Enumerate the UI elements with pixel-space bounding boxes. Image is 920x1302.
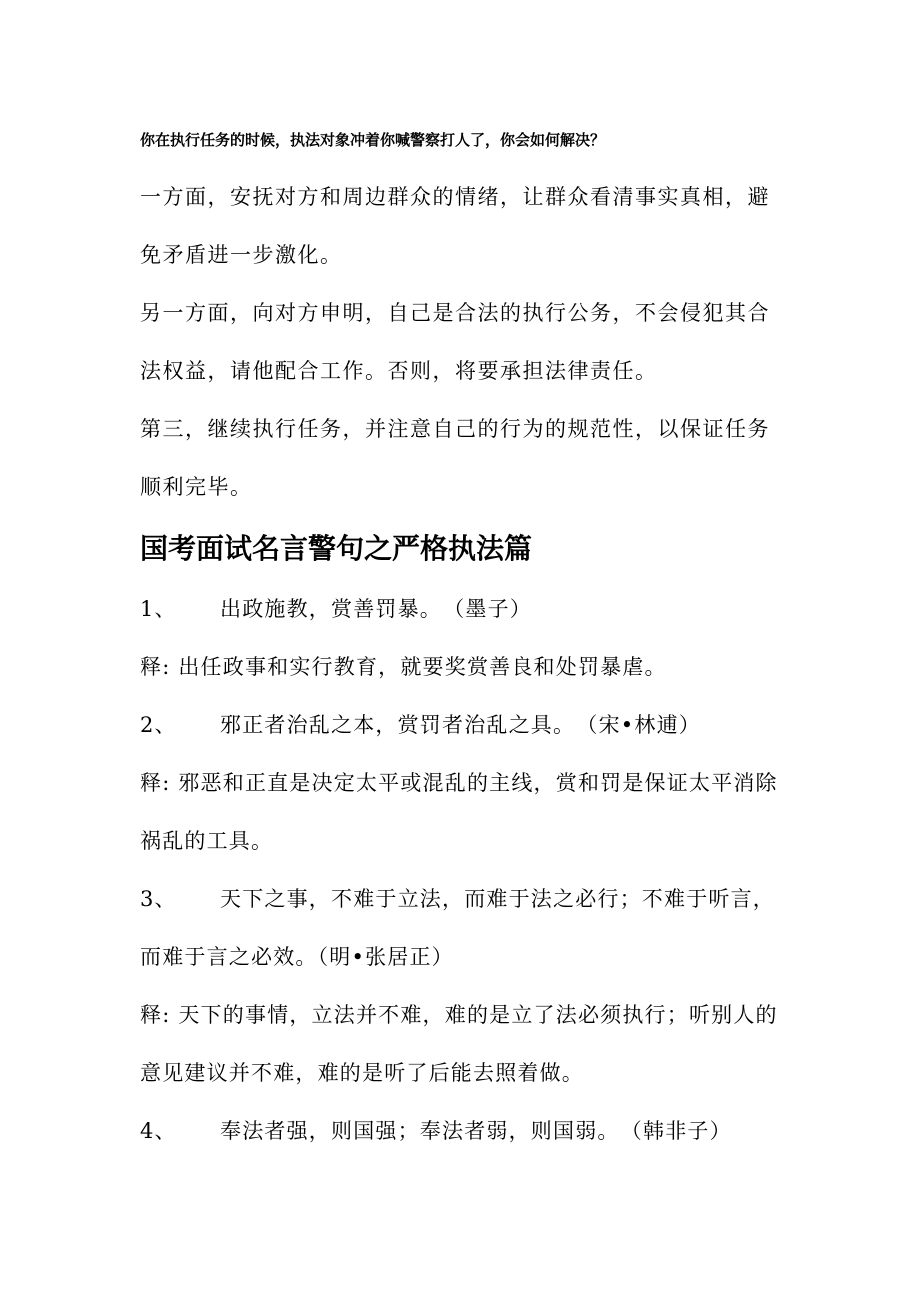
quote-number: 2、: [140, 713, 177, 737]
answer-paragraph-1: 一方面，安抚对方和周边群众的情绪，让群众看清事实真相，避免矛盾进一步激化。: [140, 185, 770, 267]
quote-number: 4、: [140, 1119, 177, 1143]
quote-text: 奉法者强，则国强；奉法者弱，则国弱。 （韩非子）: [220, 1119, 732, 1143]
quote-number: 1、: [140, 597, 177, 621]
answer-paragraph-2: 另一方面，向对方申明，自己是合法的执行公务，不会侵犯其合法权益，请他配合工作。否则，将要承担法律责任。: [140, 301, 770, 383]
section-title: 国考面试名言警句之严格执法篇: [140, 532, 533, 565]
quote-text: 邪正者治乱之本，赏罚者治乱之具。 （宋•林逋）: [220, 713, 701, 737]
quote-item-4: [140, 1102, 790, 1160]
quote-text: 出政施教，赏善罚暴。 （墨子）: [220, 597, 532, 621]
quote-item-2: [140, 696, 790, 754]
quote-explanation-2: 释: 邪恶和正直是决定太平或混乱的主线，赏和罚是保证太平消除祸乱的工具。: [140, 771, 778, 853]
answer-paragraph-3: 第三，继续执行任务，并注意自己的行为的规范性，以保证任务顺利完毕。: [140, 417, 770, 499]
quote-item-1: [140, 580, 790, 638]
quote-text: 天下之事，不难于立法，而难于法之必行；不难于听言，而难于言之必效。（明•张居正）: [140, 887, 775, 969]
interview-question: 你在执行任务的时候，执法对象冲着你喊警察打人了，你会如何解决？: [140, 131, 606, 149]
quote-explanation-1: 释: 出任政事和实行教育，就要奖赏善良和处罚暴虐。: [140, 655, 667, 679]
quote-number: 3、: [140, 887, 177, 911]
quote-explanation-3: 释: 天下的事情，立法并不难，难的是立了法必须执行；听别人的意见建议并不难，难的是听了后能去照着做。: [140, 1003, 778, 1085]
quote-item-3: [140, 870, 790, 986]
